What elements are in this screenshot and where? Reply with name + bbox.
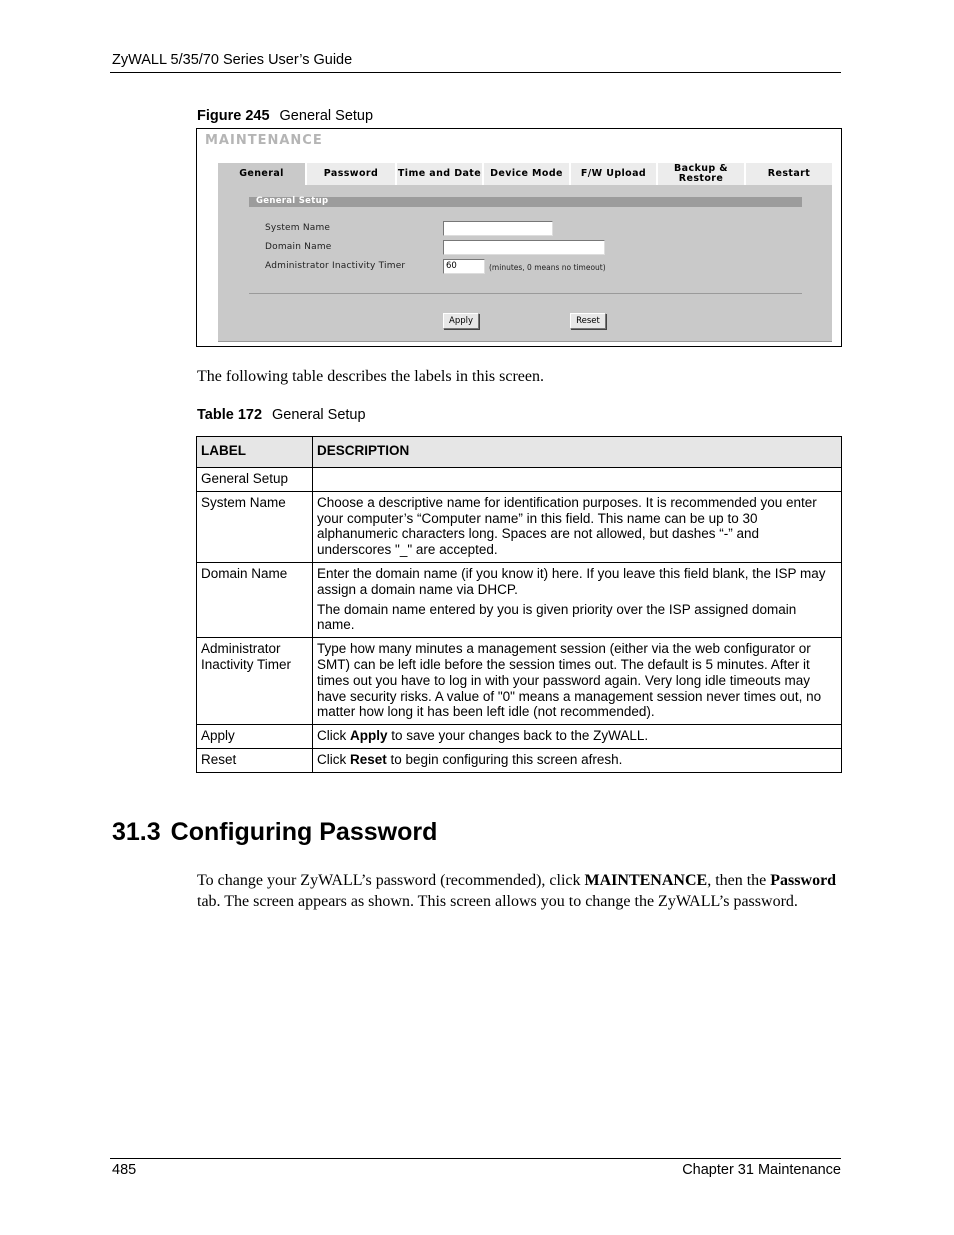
general-setup-table: [196, 436, 842, 773]
table-row: [197, 562, 842, 637]
section-heading: [112, 818, 437, 847]
description-text: Enter the domain name (if you know it) here. If you leave this field blank, the ISP may assign a domain name via DHCP.: [317, 565, 826, 597]
tab-general[interactable]: General: [218, 163, 305, 185]
table-row: [197, 468, 842, 492]
paragraph-text: tab. The screen appears as shown. This screen allows you to change the ZyWALL’s password.: [197, 892, 798, 910]
domain-name-label: Domain Name: [265, 242, 332, 252]
intro-paragraph: The following table describes the labels in this screen.: [197, 368, 545, 385]
tab-password[interactable]: Password: [307, 163, 395, 185]
description-bold: Apply: [350, 728, 388, 744]
table-row: [197, 491, 842, 562]
system-name-input[interactable]: [443, 221, 553, 236]
description-text: Choose a descriptive name for identification purposes. It is recommended you enter your computer’s “Computer name” in this field. This name can be up to 30 alphanumeric characters long. Spaces are not allowed, but dashes “-” and underscores "_" are accepted.: [317, 494, 817, 558]
maintenance-tabs: [218, 163, 832, 185]
inactivity-timer-label: Administrator Inactivity Timer: [265, 261, 406, 271]
description-text: Type how many minutes a management session (either via the web configurator or SMT) can be left idle before the session times out. The default is 5 minutes. After it times out you have to log in with your password again. Very long idle timeouts may have security risks. A value of "0" means a management session never times out, no matter how long it has been left idle (not recommended).: [317, 641, 822, 720]
inactivity-timer-input[interactable]: 60: [443, 259, 485, 274]
description-text: to begin configuring this screen afresh.: [386, 751, 623, 767]
figure-title: General Setup: [279, 108, 374, 124]
tab-device-mode[interactable]: Device Mode: [484, 163, 569, 185]
inactivity-timer-hint: (minutes, 0 means no timeout): [489, 263, 606, 272]
table-caption: [197, 407, 366, 423]
paragraph-bold: Password: [770, 872, 837, 889]
table-header-row: [197, 437, 842, 468]
row-description: [313, 748, 842, 772]
section-paragraph: [197, 871, 842, 912]
description-text: The domain name entered by you is given priority over the ISP assigned domain name.: [317, 601, 797, 633]
section-number: 31.3: [112, 818, 161, 846]
description-text: to save your changes back to the ZyWALL.: [387, 728, 649, 744]
description-text: Click: [317, 728, 350, 744]
row-description: [313, 562, 842, 637]
general-setup-screenshot: [196, 128, 842, 347]
table-row: [197, 725, 842, 749]
description-bold: Reset: [350, 751, 387, 767]
row-label: Domain Name: [197, 562, 313, 637]
row-label: System Name: [197, 491, 313, 562]
row-description: [313, 491, 842, 562]
paragraph-bold: MAINTENANCE: [584, 872, 708, 889]
label-column-header: LABEL: [197, 437, 313, 468]
footer-divider: [110, 1158, 841, 1159]
row-label: Administrator Inactivity Timer: [197, 638, 313, 725]
section-title: Configuring Password: [170, 818, 438, 846]
row-description: [313, 468, 842, 492]
tab-backup-restore[interactable]: Backup & Restore: [658, 163, 744, 185]
general-setup-panel: [218, 185, 832, 342]
figure-label: Figure 245: [197, 108, 270, 124]
page-number: 485: [112, 1162, 137, 1178]
tab-fw-upload[interactable]: F/W Upload: [571, 163, 656, 185]
table-row: [197, 748, 842, 772]
panel-divider: [249, 293, 802, 294]
chapter-title: Chapter 31 Maintenance: [682, 1162, 841, 1178]
system-name-label: System Name: [265, 223, 331, 233]
row-description: [313, 638, 842, 725]
row-label: General Setup: [197, 468, 313, 492]
maintenance-title: MAINTENANCE: [205, 133, 323, 148]
header-divider: [110, 72, 841, 73]
apply-button[interactable]: Apply: [443, 313, 479, 329]
section-title-bar: [249, 197, 802, 207]
description-column-header: DESCRIPTION: [313, 437, 842, 468]
document-title: ZyWALL 5/35/70 Series User’s Guide: [112, 52, 353, 68]
tab-time-and-date[interactable]: Time and Date: [397, 163, 482, 185]
tab-restart[interactable]: Restart: [746, 163, 832, 185]
paragraph-text: To change your ZyWALL’s password (recommended), click: [197, 872, 585, 889]
table-label: Table 172: [197, 407, 263, 423]
table-title: General Setup: [272, 407, 366, 423]
reset-button[interactable]: Reset: [570, 313, 606, 329]
domain-name-input[interactable]: [443, 240, 605, 255]
figure-caption: [197, 108, 373, 124]
paragraph-text: , then the: [707, 872, 771, 889]
row-description: [313, 725, 842, 749]
description-text: Click: [317, 751, 350, 767]
row-label: Reset: [197, 748, 313, 772]
table-row: [197, 638, 842, 725]
section-title: General Setup: [256, 196, 329, 206]
row-label: Apply: [197, 725, 313, 749]
